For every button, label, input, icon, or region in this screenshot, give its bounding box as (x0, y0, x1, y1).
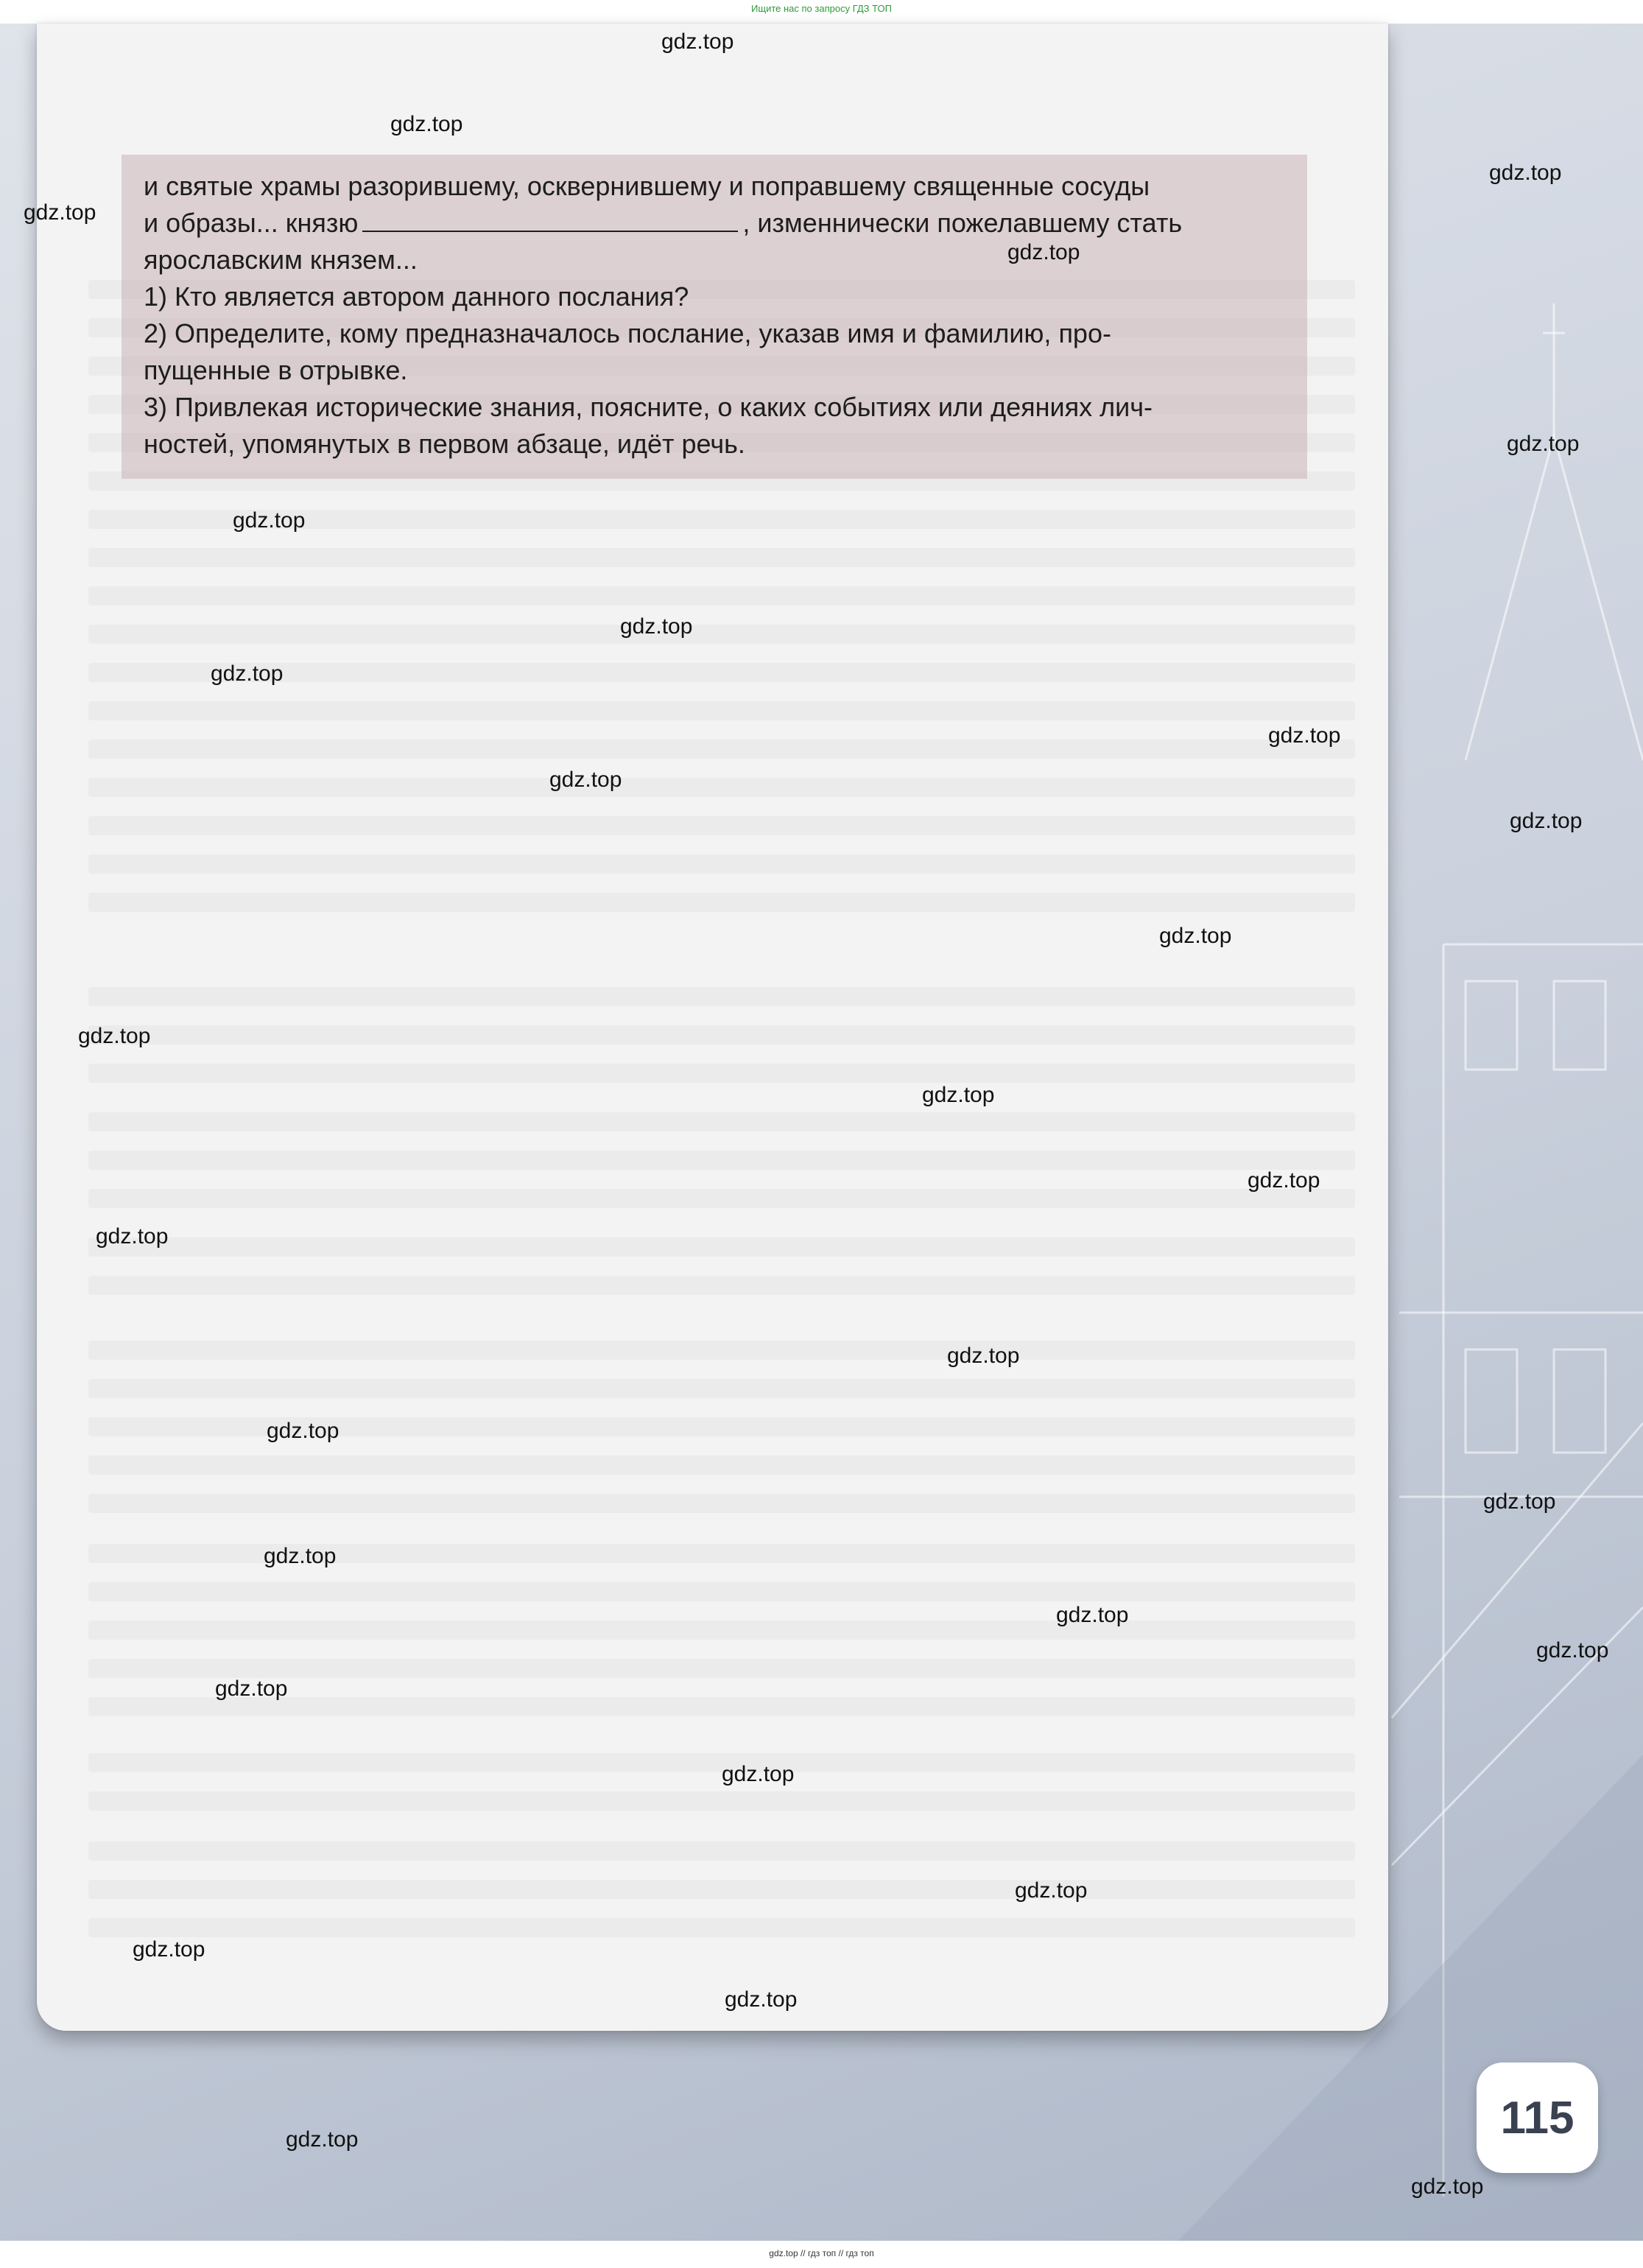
excerpt-line: ярославским князем... (144, 245, 418, 275)
faded-text-line (88, 1880, 1355, 1899)
question-3-continued: ностей, упомянутых в первом абзаце, идёт речь. (144, 429, 745, 459)
faded-text-line (88, 1025, 1355, 1045)
watermark: gdz.top (1248, 1168, 1320, 1193)
watermark: gdz.top (947, 1344, 1020, 1368)
faded-text-line (88, 1621, 1355, 1640)
faded-text-line (88, 701, 1355, 720)
faded-text-line (88, 625, 1355, 644)
watermark: gdz.top (24, 200, 96, 225)
watermark: gdz.top (267, 1419, 339, 1443)
faded-text-line (88, 740, 1355, 759)
watermark: gdz.top (1411, 2174, 1484, 2199)
faded-text-line (88, 548, 1355, 567)
watermark: gdz.top (549, 768, 622, 792)
faded-text-line (88, 1189, 1355, 1208)
watermark: gdz.top (922, 1083, 995, 1107)
watermark: gdz.top (78, 1024, 151, 1048)
watermark: gdz.top (1159, 924, 1232, 948)
watermark: gdz.top (1007, 240, 1080, 264)
question-2: 2) Определите, кому предназначалось послание, указав имя и фамилию, про- (144, 318, 1111, 348)
watermark: gdz.top (215, 1677, 288, 1701)
watermark: gdz.top (96, 1224, 169, 1249)
faded-text-line (88, 1842, 1355, 1861)
watermark: gdz.top (390, 112, 463, 136)
question-3: 3) Привлекая исторические знания, поясните, о каких событиях или деяниях лич- (144, 392, 1153, 422)
watermark: gdz.top (722, 1762, 795, 1786)
faded-text-line (88, 1151, 1355, 1170)
watermark: gdz.top (1483, 1489, 1556, 1514)
faded-text-line (88, 893, 1355, 912)
faded-text-line (88, 1494, 1355, 1513)
watermark: gdz.top (1510, 809, 1583, 833)
excerpt-line-with-blank (144, 205, 1292, 242)
watermark: gdz.top (1015, 1878, 1088, 1903)
faded-text-line (88, 778, 1355, 797)
faded-text-line (88, 1276, 1355, 1295)
faded-text-line (88, 586, 1355, 605)
question-2-continued: пущенные в отрывке. (144, 355, 408, 385)
faded-text-line (88, 1791, 1355, 1811)
watermark: gdz.top (1507, 432, 1580, 456)
faded-text-line (88, 1659, 1355, 1678)
faded-text-line (88, 1456, 1355, 1475)
top-search-note: Ищите нас по запросу ГДЗ ТОП (751, 3, 892, 14)
watermark: gdz.top (1489, 161, 1562, 185)
watermark: gdz.top (1536, 1638, 1609, 1663)
watermark: gdz.top (620, 614, 693, 639)
watermark: gdz.top (725, 1987, 798, 2012)
page-number-badge: 115 (1477, 2062, 1598, 2173)
faded-text-line (88, 1064, 1355, 1083)
faded-text-line (88, 1341, 1355, 1360)
excerpt-line-start: и образы... князю (144, 208, 359, 238)
answer-blank[interactable] (362, 210, 738, 232)
watermark: gdz.top (133, 1937, 205, 1962)
watermark: gdz.top (661, 29, 734, 54)
faded-text-line (88, 987, 1355, 1006)
watermark: gdz.top (1268, 723, 1341, 748)
footer-note: gdz.top // гдз топ // гдз топ (769, 2248, 874, 2258)
question-1: 1) Кто является автором данного послания? (144, 281, 689, 312)
watermark: gdz.top (264, 1544, 337, 1568)
faded-text-line (88, 1582, 1355, 1601)
excerpt-line: и святые храмы разорившему, осквернившему и поправшему священные сосуды (144, 171, 1150, 201)
exercise-text (144, 168, 1292, 463)
faded-text-line (88, 816, 1355, 835)
faded-text-line (88, 1112, 1355, 1131)
faded-text-line (88, 1237, 1355, 1257)
excerpt-line-end: , изменнически пожелавшему стать (742, 208, 1183, 238)
watermark: gdz.top (1056, 1603, 1129, 1627)
faded-text-line (88, 854, 1355, 874)
faded-text-line (88, 1918, 1355, 1937)
watermark: gdz.top (233, 508, 306, 533)
faded-text-line (88, 1379, 1355, 1398)
watermark: gdz.top (286, 2127, 359, 2152)
watermark: gdz.top (211, 661, 284, 686)
